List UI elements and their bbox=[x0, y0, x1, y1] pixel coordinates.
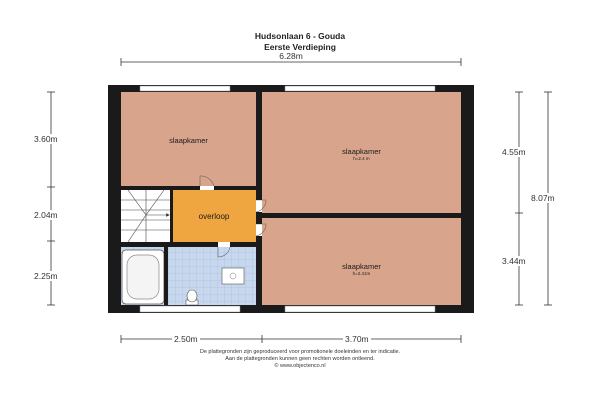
room-height-bedroom-bottom-right: h=2.41m bbox=[352, 271, 371, 276]
dim-top-width: 6.28m bbox=[279, 51, 303, 61]
bathtub bbox=[122, 250, 164, 304]
dim-bottom-right: 3.70m bbox=[345, 334, 369, 344]
address-title: Hudsonlaan 6 - Gouda bbox=[254, 31, 346, 41]
dim-bottom-left: 2.50m bbox=[174, 334, 198, 344]
dim-left-3: 2.25m bbox=[34, 271, 58, 281]
room-label-bedroom-bottom-right: slaapkamer bbox=[342, 262, 381, 271]
footer-disclaimer-1: De plattegronden zijn geproduceerd voor promotionele doeleinden en ter indicatie. bbox=[199, 349, 401, 355]
room-label-bedroom-top-right: slaapkamer bbox=[342, 147, 381, 156]
floor-title: Eerste Verdieping bbox=[264, 42, 336, 52]
dim-right-1: 4.55m bbox=[502, 147, 526, 157]
toilet bbox=[186, 290, 198, 305]
dim-right-total: 8.07m bbox=[531, 193, 555, 203]
sink bbox=[222, 268, 244, 284]
footer-copyright: © www.objectenco.nl bbox=[274, 363, 326, 369]
dim-left-2: 2.04m bbox=[34, 210, 58, 220]
room-height-bedroom-top-right: h=2.4 m bbox=[353, 156, 370, 161]
stairwell bbox=[121, 190, 172, 242]
dim-right-2: 3.44m bbox=[502, 256, 526, 266]
footer-disclaimer-2: Aan de plattegronden kunnen geen rechten worden ontleend. bbox=[225, 356, 375, 362]
dim-left-1: 3.60m bbox=[34, 134, 58, 144]
room-label-bedroom-top-left: slaapkamer bbox=[169, 136, 208, 145]
room-label-landing: overloop bbox=[198, 212, 230, 221]
